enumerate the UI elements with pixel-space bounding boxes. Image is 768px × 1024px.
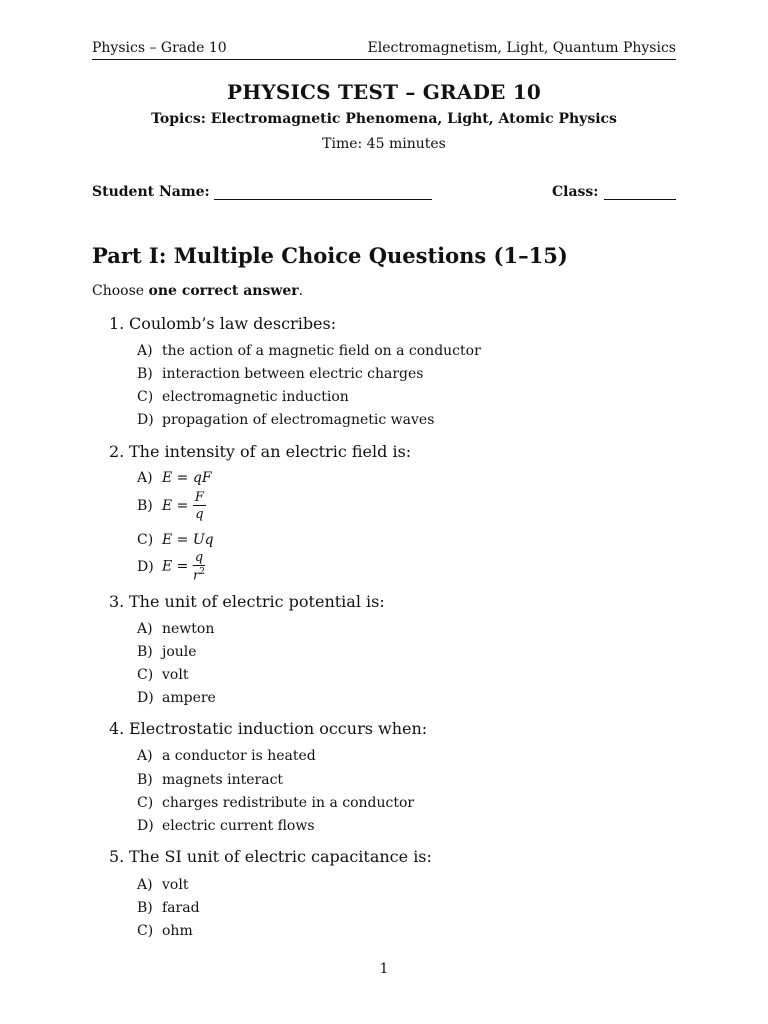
answer-option[interactable] [137, 366, 423, 382]
topics-line: Topics: Electromagnetic Phenomena, Light, Atomic Physics [151, 111, 617, 127]
option-text: a conductor is heated [162, 748, 316, 764]
fraction-denominator-group [193, 566, 205, 582]
option-text: the action of a magnetic field on a conductor [162, 343, 481, 359]
fraction-denominator: r [193, 568, 200, 584]
option-letter: A) [137, 877, 153, 893]
option-letter: A) [137, 621, 153, 637]
answer-option[interactable] [137, 470, 212, 486]
part-one-heading: Part I: Multiple Choice Questions (1–15) [92, 243, 568, 268]
question-text: Coulomb’s law describes: [129, 314, 337, 333]
fraction [193, 491, 206, 521]
answer-option[interactable] [137, 412, 434, 428]
option-text: magnets interact [162, 772, 284, 788]
option-text: farad [162, 900, 200, 916]
header-topics: Electromagnetism, Light, Quantum Physics [367, 40, 676, 56]
question-text: Electrostatic induction occurs when: [129, 719, 428, 738]
option-letter: D) [137, 690, 154, 706]
option-text: joule [162, 644, 197, 660]
fraction-numerator: q [194, 550, 204, 565]
fraction-exponent: 2 [199, 567, 205, 577]
question-stem [109, 719, 427, 738]
option-letter: D) [137, 412, 154, 428]
option-letter: A) [137, 470, 153, 486]
answer-option[interactable] [137, 491, 206, 521]
answer-option[interactable] [137, 532, 214, 548]
option-letter: C) [137, 667, 154, 683]
option-text: electric current flows [162, 818, 315, 834]
question-text: The intensity of an electric field is: [129, 442, 412, 461]
fraction [193, 551, 205, 582]
option-letter: C) [137, 923, 154, 939]
option-letter: A) [137, 748, 153, 764]
option-text: propagation of electromagnetic waves [162, 412, 435, 428]
question-stem [109, 314, 336, 333]
instructions-suffix: . [298, 283, 304, 299]
page-number: 1 [379, 961, 389, 977]
fraction-numerator: F [194, 490, 204, 505]
option-letter: B) [137, 900, 153, 916]
answer-option[interactable] [137, 690, 216, 706]
answer-option[interactable] [137, 644, 197, 660]
option-formula: E = Uq [162, 532, 214, 548]
test-title: PHYSICS TEST – GRADE 10 [227, 80, 541, 104]
question-number: 5. [109, 847, 125, 866]
option-text: newton [162, 621, 215, 637]
instructions [92, 283, 303, 299]
question-stem [109, 592, 385, 611]
option-letter: A) [137, 343, 153, 359]
option-letter: C) [137, 532, 154, 548]
option-letter: B) [137, 498, 153, 514]
question-number: 2. [109, 442, 125, 461]
student-name-field[interactable] [214, 199, 432, 200]
answer-option[interactable] [137, 900, 200, 916]
answer-option[interactable] [137, 795, 414, 811]
question-text: The unit of electric potential is: [129, 592, 385, 611]
option-letter: C) [137, 795, 154, 811]
answer-option[interactable] [137, 621, 214, 637]
answer-option[interactable] [137, 667, 188, 683]
answer-option[interactable] [137, 551, 205, 582]
answer-option[interactable] [137, 772, 283, 788]
option-text: electromagnetic induction [162, 389, 349, 405]
formula-lhs: E = [162, 558, 189, 575]
answer-option[interactable] [137, 389, 349, 405]
option-text: ohm [162, 923, 193, 939]
option-text: interaction between electric charges [162, 366, 424, 382]
class-label: Class: [552, 184, 599, 200]
student-name-label: Student Name: [92, 184, 210, 200]
option-letter: D) [137, 558, 154, 575]
option-text: charges redistribute in a conductor [162, 795, 415, 811]
answer-option[interactable] [137, 877, 188, 893]
header-subject: Physics – Grade 10 [92, 40, 227, 56]
time-limit: Time: 45 minutes [322, 136, 446, 152]
question-number: 4. [109, 719, 125, 738]
instructions-prefix: Choose [92, 283, 149, 299]
answer-option[interactable] [137, 923, 193, 939]
option-letter: B) [137, 644, 153, 660]
option-text: volt [162, 877, 189, 893]
option-formula: E = qF [162, 470, 212, 486]
formula-lhs: E = [162, 498, 189, 514]
option-text: volt [162, 667, 189, 683]
question-stem [109, 442, 411, 461]
instructions-emphasis: one correct answer [148, 283, 299, 299]
running-header [92, 39, 676, 60]
student-info-row [92, 184, 676, 206]
answer-option[interactable] [137, 748, 316, 764]
option-letter: C) [137, 389, 154, 405]
answer-option[interactable] [137, 343, 481, 359]
option-text: ampere [162, 690, 216, 706]
question-text: The SI unit of electric capacitance is: [129, 847, 432, 866]
option-letter: B) [137, 772, 153, 788]
answer-option[interactable] [137, 818, 315, 834]
option-letter: B) [137, 366, 153, 382]
option-letter: D) [137, 818, 154, 834]
question-number: 1. [109, 314, 125, 333]
class-field[interactable] [604, 199, 676, 200]
fraction-denominator: q [195, 507, 204, 522]
question-number: 3. [109, 592, 125, 611]
question-stem [109, 847, 432, 866]
